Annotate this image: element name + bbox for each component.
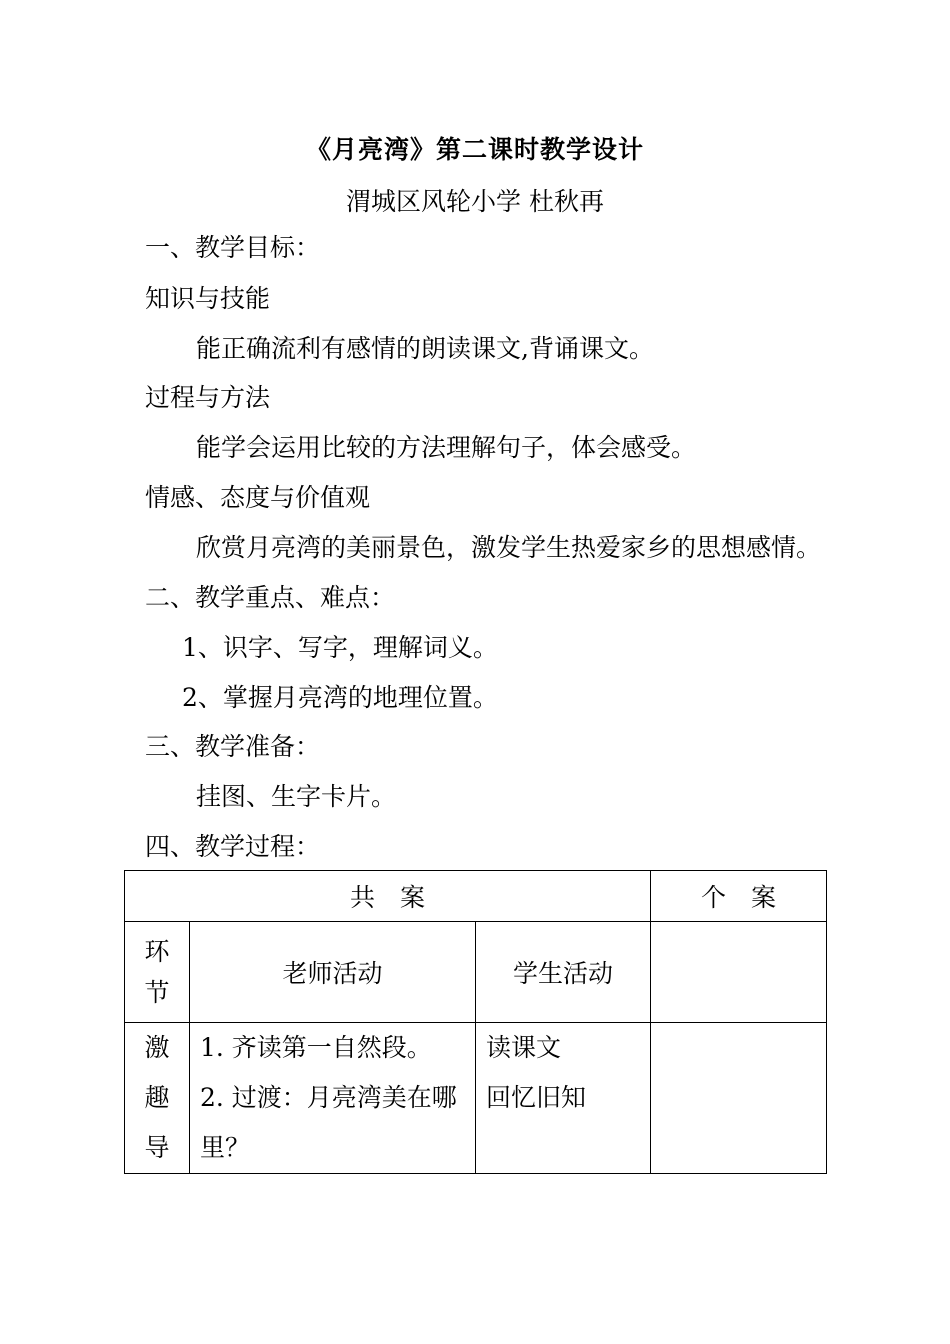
preparation-text: 挂图、生字卡片。: [196, 782, 397, 811]
lesson-plan-table: [124, 870, 827, 1174]
teacher-activity-cell: [190, 1023, 476, 1174]
individual-plan-cell: [651, 922, 827, 1023]
individual-plan-cell: [651, 1023, 827, 1174]
subheading-knowledge: 知识与技能: [145, 284, 271, 313]
table-row: [125, 1023, 827, 1174]
subheading-process: 过程与方法: [145, 383, 271, 412]
stage-cell: [125, 1023, 190, 1174]
subheading-emotion: 情感、态度与价值观: [145, 483, 371, 512]
teacher-activity-header: 老师活动: [190, 922, 476, 1023]
shared-plan-header: 共 案: [125, 871, 651, 922]
objective-knowledge-text: 能正确流利有感情的朗读课文,背诵课文。: [196, 334, 654, 363]
stage-header-char: 节: [144, 978, 170, 1007]
stage-char: 导: [144, 1133, 170, 1162]
individual-plan-header: 个 案: [651, 871, 827, 922]
stage-header: [125, 922, 190, 1023]
section-heading-process: 四、教学过程：: [145, 832, 321, 861]
objective-emotion-text: 欣赏月亮湾的美丽景色，激发学生热爱家乡的思想感情。: [196, 533, 822, 562]
student-activity-header: 学生活动: [476, 922, 651, 1023]
teacher-activity-item: 2. 过渡：月亮湾美在哪里？: [200, 1083, 457, 1162]
section-heading-key-points: 二、教学重点、难点：: [145, 583, 396, 612]
objective-process-text: 能学会运用比较的方法理解句子，体会感受。: [196, 433, 697, 462]
teacher-activity-item: 1. 齐读第一自然段。: [200, 1033, 432, 1062]
key-point-2: 2、掌握月亮湾的地理位置。: [182, 683, 498, 712]
author-line: 渭城区风轮小学 杜秋再: [346, 187, 604, 216]
stage-header-char: 环: [144, 937, 170, 966]
table-header-row: [125, 871, 827, 922]
section-heading-objectives: 一、教学目标：: [145, 233, 321, 262]
stage-char: 趣: [144, 1083, 170, 1112]
key-point-1: 1、识字、写字，理解词义。: [182, 633, 498, 662]
student-activity-item: 回忆旧知: [486, 1083, 587, 1112]
stage-char: 激: [144, 1033, 170, 1062]
document-title: 《月亮湾》第二课时教学设计: [305, 135, 644, 164]
student-activity-item: 读课文: [486, 1033, 562, 1062]
table-column-header-row: [125, 922, 827, 1023]
student-activity-cell: [476, 1023, 651, 1174]
section-heading-preparation: 三、教学准备：: [145, 732, 321, 761]
